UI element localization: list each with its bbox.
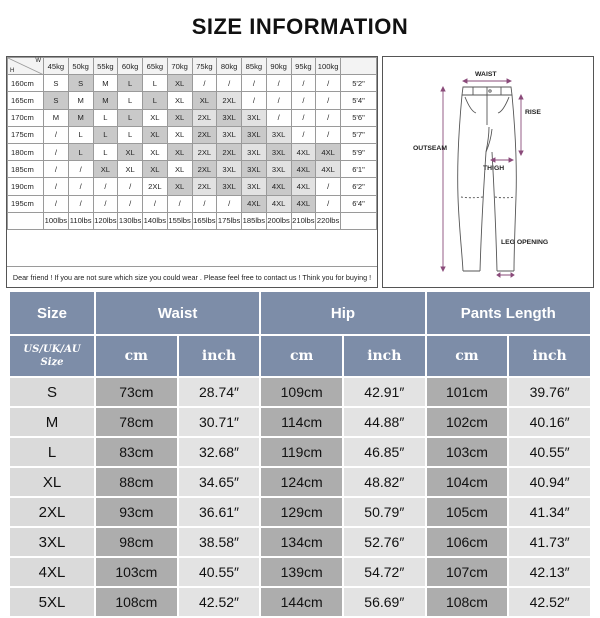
size-cell: / [167, 195, 192, 212]
page-title: SIZE INFORMATION [191, 14, 409, 39]
size-cell: XL [143, 143, 168, 160]
size-cell: XL [192, 92, 217, 109]
size-cell: L [118, 126, 143, 143]
waist-inch-cell: 28.74″ [179, 378, 260, 406]
size-cell: M [68, 109, 93, 126]
waist-inch-cell: 34.65″ [179, 468, 260, 496]
size-cell: S [68, 75, 93, 92]
size-cell: 2XL [143, 178, 168, 195]
height-row [8, 92, 377, 109]
size-cell: 3XL [242, 161, 267, 178]
size-cell: XL [167, 161, 192, 178]
weight-kg-header: 85kg [242, 58, 267, 75]
size-cell: 5XL [10, 588, 94, 616]
leg-opening-label: LEG OPENING [501, 239, 549, 246]
size-cell: / [192, 75, 217, 92]
size-cell: L [68, 143, 93, 160]
size-cell: XL [167, 126, 192, 143]
subheader-length-cm: cm [427, 336, 508, 376]
waist-inch-cell: 38.58″ [179, 528, 260, 556]
size-cell: 4XL [291, 143, 316, 160]
size-cell: 2XL [192, 126, 217, 143]
size-cell: / [316, 178, 341, 195]
waist-inch-cell: 30.71″ [179, 408, 260, 436]
size-cell: / [68, 195, 93, 212]
size-cell: / [217, 75, 242, 92]
hip-inch-cell: 54.72″ [344, 558, 425, 586]
weight-height-table [7, 57, 377, 230]
height-row [8, 178, 377, 195]
subheader-hip-inch: inch [344, 336, 425, 376]
size-cell: / [291, 75, 316, 92]
weight-kg-header: 70kg [167, 58, 192, 75]
subheader-row [10, 336, 590, 376]
size-cell: / [118, 178, 143, 195]
hip-inch-cell: 52.76″ [344, 528, 425, 556]
size-cell: 2XL [192, 109, 217, 126]
header-row [10, 292, 590, 334]
size-cell: XL [118, 143, 143, 160]
size-cell: S [10, 378, 94, 406]
height-cm-cell: 180cm [8, 143, 44, 160]
waist-cm-cell: 73cm [96, 378, 177, 406]
size-cell: L [143, 75, 168, 92]
size-row [10, 468, 590, 496]
size-cell: XL [143, 161, 168, 178]
size-cell: M [93, 92, 118, 109]
size-cell: XL [167, 143, 192, 160]
waist-cm-cell: 98cm [96, 528, 177, 556]
length-cm-cell: 107cm [427, 558, 508, 586]
weight-kg-header: 90kg [266, 58, 291, 75]
blank-lbs-cell [8, 212, 44, 229]
size-cell: 3XL [217, 161, 242, 178]
outseam-label: OUTSEAM [413, 145, 447, 152]
size-cell: 3XL [242, 126, 267, 143]
size-cell: L [68, 126, 93, 143]
size-cell: 2XL [217, 143, 242, 160]
height-ft-cell: 5'4" [341, 92, 377, 109]
size-cell: L [118, 92, 143, 109]
subheader-waist-inch: inch [179, 336, 260, 376]
height-ft-cell: 5'2" [341, 75, 377, 92]
size-cell: M [68, 92, 93, 109]
weight-kg-header: 95kg [291, 58, 316, 75]
hip-inch-cell: 42.91″ [344, 378, 425, 406]
size-cell: / [291, 109, 316, 126]
size-cell: / [93, 178, 118, 195]
hip-inch-cell: 48.82″ [344, 468, 425, 496]
size-row [10, 528, 590, 556]
height-row [8, 195, 377, 212]
size-cell: XL [167, 75, 192, 92]
waist-inch-cell: 36.61″ [179, 498, 260, 526]
size-cell: 4XL [291, 195, 316, 212]
weight-height-chart [6, 56, 378, 288]
hip-cm-cell: 144cm [261, 588, 342, 616]
size-cell: / [68, 178, 93, 195]
weight-kg-header: 50kg [68, 58, 93, 75]
size-cell: L [118, 109, 143, 126]
size-cell: 4XL [242, 195, 267, 212]
size-cell: XL [10, 468, 94, 496]
hip-cm-cell: 124cm [261, 468, 342, 496]
height-cm-cell: 190cm [8, 178, 44, 195]
subheader-size-line1: US/UK/AU [23, 344, 81, 355]
size-cell: 3XL [266, 126, 291, 143]
size-cell: S [44, 92, 69, 109]
size-measurement-table [8, 290, 592, 618]
length-cm-cell: 104cm [427, 468, 508, 496]
size-cell: / [291, 92, 316, 109]
length-cm-cell: 101cm [427, 378, 508, 406]
weight-lbs-cell: 200lbs [266, 212, 291, 229]
size-cell: 3XL [217, 126, 242, 143]
size-cell: L [10, 438, 94, 466]
waist-cm-cell: 108cm [96, 588, 177, 616]
length-inch-cell: 40.55″ [509, 438, 590, 466]
weight-header-row [8, 58, 377, 75]
height-ft-cell: 6'2" [341, 178, 377, 195]
waist-cm-cell: 78cm [96, 408, 177, 436]
size-cell: / [242, 92, 267, 109]
size-cell: / [316, 109, 341, 126]
size-cell: / [266, 92, 291, 109]
size-cell: 3XL [242, 143, 267, 160]
height-ft-cell: 5'6" [341, 109, 377, 126]
weight-kg-header: 55kg [93, 58, 118, 75]
length-inch-cell: 40.94″ [509, 468, 590, 496]
size-cell: / [316, 195, 341, 212]
length-cm-cell: 105cm [427, 498, 508, 526]
size-cell: / [44, 126, 69, 143]
size-cell: XL [167, 109, 192, 126]
size-cell: 4XL [10, 558, 94, 586]
waist-inch-cell: 42.52″ [179, 588, 260, 616]
height-cm-cell: 170cm [8, 109, 44, 126]
height-row [8, 109, 377, 126]
hip-inch-cell: 56.69″ [344, 588, 425, 616]
size-cell: L [93, 143, 118, 160]
size-cell: XL [167, 178, 192, 195]
weight-lbs-cell: 140lbs [143, 212, 168, 229]
size-cell: / [316, 126, 341, 143]
subheader-size-line2: Size [40, 357, 64, 368]
size-row [10, 558, 590, 586]
size-cell: / [192, 195, 217, 212]
hip-inch-cell: 44.88″ [344, 408, 425, 436]
waist-cm-cell: 103cm [96, 558, 177, 586]
height-ft-cell: 5'7" [341, 126, 377, 143]
size-cell: 3XL [266, 143, 291, 160]
weight-lbs-cell: 100lbs [44, 212, 69, 229]
size-cell: M [44, 109, 69, 126]
size-cell: / [242, 75, 267, 92]
size-row [10, 588, 590, 616]
size-cell: / [44, 178, 69, 195]
height-ft-cell: 6'1" [341, 161, 377, 178]
size-cell: 2XL [10, 498, 94, 526]
thigh-label: THIGH [483, 165, 505, 172]
height-row [8, 143, 377, 160]
waist-inch-cell: 32.68″ [179, 438, 260, 466]
length-cm-cell: 103cm [427, 438, 508, 466]
pants-illustration [383, 57, 595, 289]
weight-kg-header: 80kg [217, 58, 242, 75]
hip-inch-cell: 50.79″ [344, 498, 425, 526]
size-cell: 2XL [217, 92, 242, 109]
size-cell: 3XL [242, 109, 267, 126]
height-cm-cell: 160cm [8, 75, 44, 92]
weight-lbs-cell: 220lbs [316, 212, 341, 229]
size-cell: / [118, 195, 143, 212]
corner-cell [8, 58, 44, 75]
subheader-waist-cm: cm [96, 336, 177, 376]
length-cm-cell: 108cm [427, 588, 508, 616]
size-row [10, 438, 590, 466]
size-cell: L [118, 75, 143, 92]
size-cell: 3XL [266, 161, 291, 178]
weight-lbs-row [8, 212, 377, 229]
weight-lbs-cell: 120lbs [93, 212, 118, 229]
size-cell: / [266, 109, 291, 126]
weight-kg-header: 65kg [143, 58, 168, 75]
weight-kg-header: 60kg [118, 58, 143, 75]
hip-cm-cell: 134cm [261, 528, 342, 556]
size-cell: L [143, 92, 168, 109]
waist-cm-cell: 83cm [96, 438, 177, 466]
height-cm-cell: 175cm [8, 126, 44, 143]
size-cell: / [316, 75, 341, 92]
size-cell: 4XL [316, 143, 341, 160]
size-row [10, 378, 590, 406]
size-cell: S [44, 75, 69, 92]
hip-cm-cell: 109cm [261, 378, 342, 406]
length-cm-cell: 106cm [427, 528, 508, 556]
header-pants-length: Pants Length [427, 292, 590, 334]
size-cell: M [10, 408, 94, 436]
corner-h-label: H [10, 68, 15, 75]
subheader-size-label [10, 336, 94, 376]
size-cell: / [44, 161, 69, 178]
contact-note: Dear friend ! If you are not sure which size you could wear . Please feel free to contact us ! Think you for buying ! [7, 266, 377, 288]
weight-lbs-cell: 165lbs [192, 212, 217, 229]
weight-lbs-cell: 185lbs [242, 212, 267, 229]
weight-kg-header: 45kg [44, 58, 69, 75]
size-cell: 3XL [242, 178, 267, 195]
size-cell: / [68, 161, 93, 178]
size-cell: 2XL [192, 143, 217, 160]
size-cell: / [316, 92, 341, 109]
weight-lbs-cell: 155lbs [167, 212, 192, 229]
hip-cm-cell: 139cm [261, 558, 342, 586]
length-inch-cell: 40.16″ [509, 408, 590, 436]
size-cell: / [266, 75, 291, 92]
size-cell: / [93, 195, 118, 212]
size-cell: 4XL [291, 161, 316, 178]
weight-lbs-cell: 110lbs [68, 212, 93, 229]
size-cell: 2XL [192, 161, 217, 178]
size-row [10, 498, 590, 526]
weight-lbs-cell: 130lbs [118, 212, 143, 229]
length-inch-cell: 42.13″ [509, 558, 590, 586]
weight-kg-header: 100kg [316, 58, 341, 75]
weight-kg-header: 75kg [192, 58, 217, 75]
size-cell: 4XL [266, 178, 291, 195]
size-cell: 4XL [316, 161, 341, 178]
subheader-hip-cm: cm [261, 336, 342, 376]
height-ft-cell: 5'9" [341, 143, 377, 160]
height-row [8, 75, 377, 92]
hip-inch-cell: 46.85″ [344, 438, 425, 466]
size-cell: L [93, 109, 118, 126]
height-row [8, 126, 377, 143]
height-cm-cell: 185cm [8, 161, 44, 178]
subheader-length-inch: inch [509, 336, 590, 376]
size-cell: M [93, 75, 118, 92]
size-cell: / [44, 143, 69, 160]
height-ft-cell: 6'4" [341, 195, 377, 212]
waist-inch-cell: 40.55″ [179, 558, 260, 586]
size-cell: 4XL [266, 195, 291, 212]
hip-cm-cell: 129cm [261, 498, 342, 526]
blank-lbs-cell [341, 212, 377, 229]
rise-label: RISE [525, 109, 541, 116]
height-cm-cell: 165cm [8, 92, 44, 109]
pants-diagram [382, 56, 594, 288]
size-cell: XL [143, 126, 168, 143]
length-inch-cell: 41.34″ [509, 498, 590, 526]
length-inch-cell: 41.73″ [509, 528, 590, 556]
length-inch-cell: 39.76″ [509, 378, 590, 406]
hip-cm-cell: 114cm [261, 408, 342, 436]
size-cell: XL [118, 161, 143, 178]
height-cm-cell: 195cm [8, 195, 44, 212]
weight-lbs-cell: 175lbs [217, 212, 242, 229]
size-cell: 2XL [192, 178, 217, 195]
length-inch-cell: 42.52″ [509, 588, 590, 616]
header-size: Size [10, 292, 94, 334]
size-cell: 3XL [217, 109, 242, 126]
weight-lbs-cell: 210lbs [291, 212, 316, 229]
header-waist: Waist [96, 292, 259, 334]
size-cell: XL [143, 109, 168, 126]
header-hip: Hip [261, 292, 424, 334]
hip-cm-cell: 119cm [261, 438, 342, 466]
length-cm-cell: 102cm [427, 408, 508, 436]
waist-cm-cell: 88cm [96, 468, 177, 496]
size-cell: L [93, 126, 118, 143]
corner-w-label: W [35, 58, 41, 64]
height-row [8, 161, 377, 178]
size-cell: / [143, 195, 168, 212]
size-cell: / [291, 126, 316, 143]
size-cell: 4XL [291, 178, 316, 195]
size-cell: XL [167, 92, 192, 109]
waist-cm-cell: 93cm [96, 498, 177, 526]
size-cell: XL [93, 161, 118, 178]
size-cell: 3XL [217, 178, 242, 195]
size-cell: / [44, 195, 69, 212]
size-cell: 3XL [10, 528, 94, 556]
size-row [10, 408, 590, 436]
size-cell: / [217, 195, 242, 212]
waist-label: WAIST [475, 71, 497, 78]
blank-header-cell [341, 58, 377, 75]
